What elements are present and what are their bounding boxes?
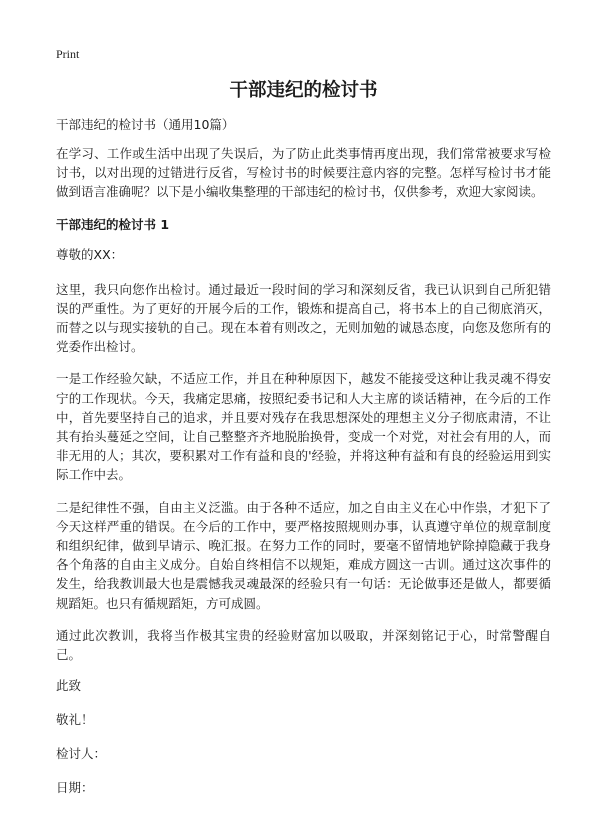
document-page: [56, 78, 551, 813]
closing-line-2: 敬礼！: [56, 712, 94, 728]
body-paragraph-4: 通过此次教训，我将当作极其宝贵的经验财富加以吸取，并深刻铭记于心，时常警醒自己。: [56, 627, 551, 663]
intro-paragraph: 在学习、工作或生活中出现了失误后，为了防止此类事情再度出现，我们常常被要求写检讨书，以对出现的过错进行反省，写检讨书的时候要注意内容的完整。怎样写检讨书才能做到语言准确呢？以下是小编收集整理的干部违纪的检讨书，仅供参考，欢迎大家阅读。: [56, 146, 551, 200]
print-link[interactable]: Print: [56, 47, 80, 61]
closing-line-1: 此致: [56, 678, 82, 694]
signature-label: 检讨人：: [56, 746, 107, 762]
salutation: 尊敬的XX：: [56, 246, 124, 262]
body-paragraph-3: 二是纪律性不强，自由主义泛滥。由于各种不适应，加之自由主义在心中作祟，才犯下了今天这样严重的错误。在今后的工作中，要严格按照规则办事，认真遵守单位的规章制度和组织纪律，做到早请示、晚汇报。在努力工作的同时，要毫不留情地铲除掉隐藏于我身各个角落的自由主义成分。自始自终相信不以规矩，难成方圆这一古训。通过这次事件的发生，给我教训最大也是震憾我灵魂最深的经验只有一句话：无论做事还是做人，都要循规蹈矩。也只有循规蹈矩，方可成圆。: [56, 499, 551, 611]
body-paragraph-1: 这里，我只向您作出检讨。通过最近一段时间的学习和深刻反省，我已认识到自己所犯错误的严重性。为了更好的开展今后的工作，锻炼和提高自己，将书本上的自己彻底消灭，而替之以与现实接轨的自己。现在本着有则改之，无则加勉的诚恳态度，向您及您所有的党委作出检讨。: [56, 281, 551, 355]
date-label: 日期：: [56, 780, 94, 796]
body-paragraph-2: 一是工作经验欠缺，不适应工作，并且在种种原因下，越发不能接受这种让我灵魂不得安宁的工作现状。今天，我痛定思痛，按照纪委书记和人大主席的谈话精神，在今后的工作中，首先要坚持自己的追求，并且要对残存在我思想深处的理想主义分子彻底肃清，不让其有抬头蔓延之空间，让自己整整齐齐地脱胎换骨，变成一个对党，对社会有用的人，而非无用的人；其次，要积累对工作有益和良的'经验，并将这种有益和有良的经验运用到实际工作中去。: [56, 371, 551, 483]
document-subtitle: 干部违纪的检讨书（通用10篇）: [56, 117, 235, 132]
page-title: 干部违纪的检讨书: [229, 80, 378, 101]
section-heading: 干部违纪的检讨书 1: [56, 216, 170, 232]
